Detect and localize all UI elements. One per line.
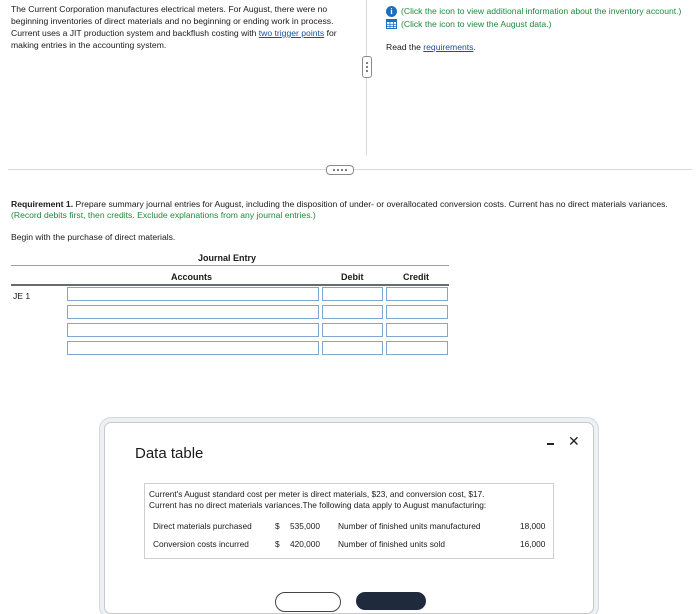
print-button[interactable] bbox=[275, 592, 341, 612]
journal-header-bottom-rule bbox=[11, 284, 449, 286]
accounts-column-header: Accounts bbox=[171, 272, 213, 282]
debit-input[interactable] bbox=[322, 287, 383, 301]
requirements-link[interactable]: requirements bbox=[423, 42, 474, 52]
august-data-text[interactable]: (Click the icon to view the August data.) bbox=[401, 19, 552, 29]
account-input[interactable] bbox=[67, 341, 319, 355]
vertical-resize-handle[interactable] bbox=[362, 56, 372, 78]
journal-header-rule bbox=[11, 265, 449, 266]
row-label: Conversion costs incurred bbox=[153, 539, 249, 549]
problem-intro-tail: for making entries in the accounting system. bbox=[11, 28, 337, 50]
row-value2: 16,000 bbox=[520, 539, 546, 549]
row-currency: $ bbox=[275, 521, 280, 531]
account-input[interactable] bbox=[67, 323, 319, 337]
read-period: . bbox=[473, 42, 476, 52]
requirement-hint: (Record debits first, then credits. Exclude explanations from any journal entries.) bbox=[11, 210, 316, 220]
problem-statement bbox=[11, 3, 341, 51]
row-label2: Number of finished units sold bbox=[338, 539, 445, 549]
je-label: JE 1 bbox=[13, 291, 31, 301]
row-value2: 18,000 bbox=[520, 521, 546, 531]
horizontal-resize-handle[interactable] bbox=[326, 165, 354, 175]
row-amount: 535,000 bbox=[290, 521, 320, 531]
journal-entry-title: Journal Entry bbox=[198, 253, 257, 263]
info-pane bbox=[386, 5, 686, 54]
data-table-intro-line2: Current has no direct materials variances.The following data apply to August manufacturing: bbox=[149, 500, 487, 510]
debit-input[interactable] bbox=[322, 323, 383, 337]
read-requirements bbox=[386, 41, 686, 54]
credit-input[interactable] bbox=[386, 287, 448, 301]
inventory-info-row[interactable] bbox=[386, 5, 686, 18]
two-trigger-points-link[interactable]: two trigger points bbox=[258, 28, 325, 38]
read-text: Read the bbox=[386, 42, 424, 52]
debit-input[interactable] bbox=[322, 305, 383, 319]
row-currency: $ bbox=[275, 539, 280, 549]
requirement-text bbox=[11, 199, 691, 221]
close-icon[interactable]: ✕ bbox=[568, 433, 580, 449]
data-table bbox=[144, 483, 554, 559]
row-amount: 420,000 bbox=[290, 539, 320, 549]
requirement-body: Prepare summary journal entries for August, including the disposition of under- or overallocated conversion costs. Current has no direct materials variances. bbox=[73, 199, 668, 209]
debit-input[interactable] bbox=[322, 341, 383, 355]
credit-input[interactable] bbox=[386, 323, 448, 337]
account-input[interactable] bbox=[67, 305, 319, 319]
data-table-intro-line1: Current's August standard cost per meter is direct materials, $23, and conversion cost, $17. bbox=[149, 489, 485, 499]
minimize-icon[interactable] bbox=[547, 443, 554, 445]
data-table-modal bbox=[104, 422, 594, 614]
row-label: Direct materials purchased bbox=[153, 521, 252, 531]
account-input[interactable] bbox=[67, 287, 319, 301]
requirement-label: Requirement 1. bbox=[11, 199, 74, 209]
problem-intro-text: The Current Corporation manufactures electrical meters. For August, there were no beginning inventories of direct materials and no beginning or ending work in process. Current uses a JIT production system and backflush costing with bbox=[11, 4, 334, 38]
credit-column-header: Credit bbox=[403, 272, 430, 282]
credit-input[interactable] bbox=[386, 305, 448, 319]
data-table-intro bbox=[149, 489, 549, 511]
august-data-row[interactable] bbox=[386, 18, 686, 31]
done-button[interactable] bbox=[356, 592, 426, 610]
row-label2: Number of finished units manufactured bbox=[338, 521, 481, 531]
data-table-icon[interactable] bbox=[386, 19, 397, 29]
begin-instruction: Begin with the purchase of direct materials. bbox=[11, 232, 176, 242]
debit-column-header: Debit bbox=[341, 272, 364, 282]
inventory-info-text[interactable]: (Click the icon to view additional information about the inventory account.) bbox=[401, 6, 682, 16]
credit-input[interactable] bbox=[386, 341, 448, 355]
modal-title: Data table bbox=[135, 445, 204, 462]
info-icon[interactable]: i bbox=[386, 6, 397, 17]
